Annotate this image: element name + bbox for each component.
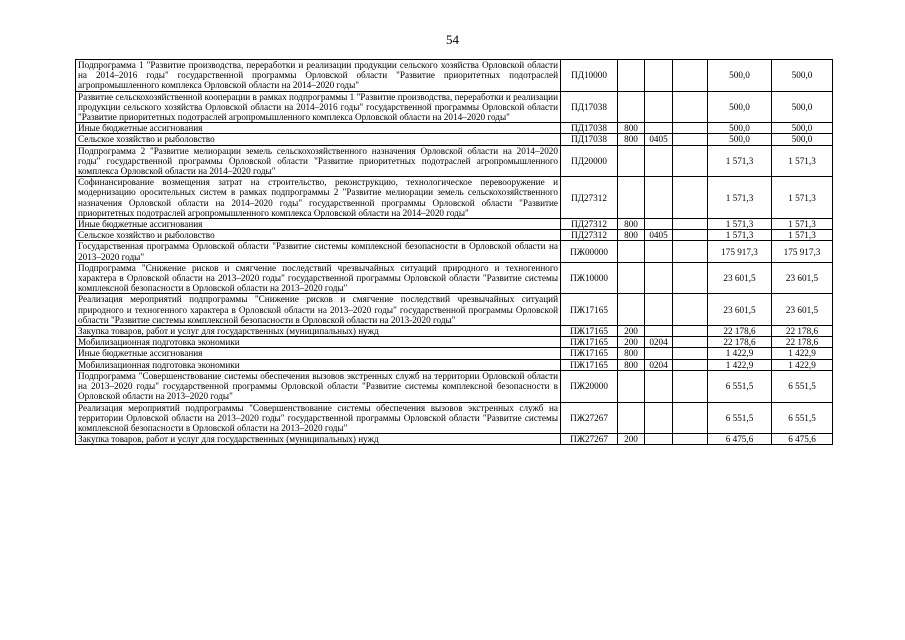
row-name-cell: Сельское хозяйство и рыболовство [76, 134, 561, 145]
row-section-cell [645, 262, 673, 294]
row-code-cell: ПД17038 [561, 91, 618, 123]
row-code-cell: ПЖ17165 [561, 359, 618, 370]
row-expense-type-cell: 800 [618, 359, 645, 370]
table-row [76, 359, 833, 370]
row-code-cell: ПЖ10000 [561, 262, 618, 294]
row-empty-cell [673, 177, 708, 219]
row-name-cell: Развитие сельскохозяйственной кооперации в рамках подпрограммы 1 "Развитие производства, переработки и реализации продукции сельского хозяйства Орловской области на 2014–2016 годы" государственной программы Орловской области "Развитие приоритетных подотраслей агропромышленного комплекса Орловской области на 2014–2020 годы" [76, 91, 561, 123]
row-empty-cell [673, 294, 708, 326]
row-empty-cell [673, 123, 708, 134]
row-amount-2-cell: 500,0 [772, 91, 833, 123]
table-row [76, 241, 833, 262]
row-amount-1-cell: 1 571,3 [708, 145, 772, 177]
row-empty-cell [673, 337, 708, 348]
row-amount-2-cell: 6 551,5 [772, 370, 833, 402]
table-row [76, 134, 833, 145]
row-amount-1-cell: 500,0 [708, 134, 772, 145]
budget-table [75, 59, 833, 445]
budget-table-body [76, 60, 833, 445]
row-amount-2-cell: 1 422,9 [772, 348, 833, 359]
row-section-cell [645, 60, 673, 92]
row-code-cell: ПЖ17165 [561, 294, 618, 326]
row-empty-cell [673, 262, 708, 294]
row-code-cell: ПД20000 [561, 145, 618, 177]
row-empty-cell [673, 241, 708, 262]
table-row [76, 262, 833, 294]
row-expense-type-cell [618, 370, 645, 402]
row-amount-2-cell: 23 601,5 [772, 294, 833, 326]
row-amount-1-cell: 500,0 [708, 123, 772, 134]
row-empty-cell [673, 326, 708, 337]
row-amount-2-cell: 22 178,6 [772, 326, 833, 337]
table-row [76, 219, 833, 230]
page-number: 54 [446, 32, 459, 47]
row-amount-1-cell: 23 601,5 [708, 294, 772, 326]
row-name-cell: Подпрограмма "Совершенствование системы обеспечения вызовов экстренных служб на территории Орловской области на 2013–2020 годы" государственной программы Орловской области "Развитие системы комплексной безопасности в Орловской области на 2013–2020 годы" [76, 370, 561, 402]
row-section-cell [645, 91, 673, 123]
row-expense-type-cell: 800 [618, 348, 645, 359]
row-amount-1-cell: 6 551,5 [708, 370, 772, 402]
row-amount-1-cell: 1 571,3 [708, 177, 772, 219]
row-expense-type-cell [618, 145, 645, 177]
row-section-cell [645, 348, 673, 359]
row-name-cell: Закупка товаров, работ и услуг для государственных (муниципальных) нужд [76, 326, 561, 337]
row-name-cell: Закупка товаров, работ и услуг для государственных (муниципальных) нужд [76, 434, 561, 445]
row-name-cell: Иные бюджетные ассигнования [76, 219, 561, 230]
table-row [76, 91, 833, 123]
table-row [76, 434, 833, 445]
row-section-cell [645, 241, 673, 262]
row-expense-type-cell: 800 [618, 134, 645, 145]
row-empty-cell [673, 370, 708, 402]
row-code-cell: ПД27312 [561, 219, 618, 230]
row-amount-2-cell: 175 917,3 [772, 241, 833, 262]
row-expense-type-cell [618, 177, 645, 219]
table-row [76, 177, 833, 219]
table-row [76, 230, 833, 241]
row-amount-2-cell: 1 571,3 [772, 219, 833, 230]
row-section-cell [645, 145, 673, 177]
row-section-cell [645, 177, 673, 219]
table-row [76, 145, 833, 177]
row-code-cell: ПЖ27267 [561, 434, 618, 445]
row-empty-cell [673, 230, 708, 241]
row-section-cell: 0204 [645, 337, 673, 348]
row-name-cell: Мобилизационная подготовка экономики [76, 359, 561, 370]
row-amount-2-cell: 6 475,6 [772, 434, 833, 445]
row-amount-1-cell: 500,0 [708, 60, 772, 92]
row-expense-type-cell [618, 262, 645, 294]
row-section-cell: 0405 [645, 230, 673, 241]
row-amount-2-cell: 500,0 [772, 134, 833, 145]
row-expense-type-cell [618, 60, 645, 92]
row-empty-cell [673, 91, 708, 123]
row-name-cell: Иные бюджетные ассигнования [76, 123, 561, 134]
row-empty-cell [673, 134, 708, 145]
row-expense-type-cell: 200 [618, 434, 645, 445]
row-code-cell: ПЖ00000 [561, 241, 618, 262]
row-amount-2-cell: 1 571,3 [772, 177, 833, 219]
row-name-cell: Подпрограмма 2 "Развитие мелиорации земель сельскохозяйственного назначения Орловской области на 2014–2020 годы" государственной программы Орловской области "Развитие приоритетных подотраслей агропромышленного комплекса Орловской области на 2014–2020 годы" [76, 145, 561, 177]
row-code-cell: ПЖ20000 [561, 370, 618, 402]
row-name-cell: Сельское хозяйство и рыболовство [76, 230, 561, 241]
row-expense-type-cell [618, 241, 645, 262]
row-amount-2-cell: 23 601,5 [772, 262, 833, 294]
row-code-cell: ПЖ17165 [561, 348, 618, 359]
row-code-cell: ПЖ17165 [561, 337, 618, 348]
row-code-cell: ПД17038 [561, 123, 618, 134]
row-amount-1-cell: 1 422,9 [708, 348, 772, 359]
row-empty-cell [673, 219, 708, 230]
row-expense-type-cell: 800 [618, 219, 645, 230]
row-name-cell: Мобилизационная подготовка экономики [76, 337, 561, 348]
table-row [76, 348, 833, 359]
row-code-cell: ПЖ27267 [561, 402, 618, 434]
row-section-cell [645, 123, 673, 134]
row-expense-type-cell [618, 402, 645, 434]
row-empty-cell [673, 348, 708, 359]
row-name-cell: Подпрограмма "Снижение рисков и смягчение последствий чрезвычайных ситуаций природного и техногенного характера в Орловской области на 2013–2020 годы" государственной программы Орловской области "Развитие системы комплексной безопасности в Орловской области на 2013–2020 годы" [76, 262, 561, 294]
row-name-cell: Софинансирование возмещения затрат на строительство, реконструкцию, технологическое перевооружение и модернизацию оросительных систем в рамках подпрограммы 2 "Развитие мелиорации земель сельскохозяйственного назначения Орловской области на 2014–2020 годы" государственной программы Орловской области "Развитие приоритетных подотраслей агропромышленного комплекса Орловской области на 2014–2020 годы" [76, 177, 561, 219]
row-section-cell [645, 219, 673, 230]
row-section-cell [645, 434, 673, 445]
row-code-cell: ПД10000 [561, 60, 618, 92]
table-row [76, 60, 833, 92]
row-name-cell: Иные бюджетные ассигнования [76, 348, 561, 359]
table-row [76, 123, 833, 134]
row-section-cell [645, 294, 673, 326]
row-amount-1-cell: 1 571,3 [708, 219, 772, 230]
row-section-cell [645, 370, 673, 402]
row-empty-cell [673, 145, 708, 177]
row-expense-type-cell: 200 [618, 337, 645, 348]
row-amount-1-cell: 500,0 [708, 91, 772, 123]
row-amount-1-cell: 6 475,6 [708, 434, 772, 445]
row-amount-1-cell: 22 178,6 [708, 337, 772, 348]
row-section-cell [645, 402, 673, 434]
row-amount-2-cell: 1 571,3 [772, 145, 833, 177]
table-row [76, 402, 833, 434]
row-empty-cell [673, 60, 708, 92]
table-row [76, 337, 833, 348]
row-expense-type-cell: 800 [618, 230, 645, 241]
row-code-cell: ПД17038 [561, 134, 618, 145]
row-empty-cell [673, 434, 708, 445]
row-amount-2-cell: 1 571,3 [772, 230, 833, 241]
row-amount-2-cell: 500,0 [772, 60, 833, 92]
row-expense-type-cell: 800 [618, 123, 645, 134]
row-empty-cell [673, 402, 708, 434]
row-amount-1-cell: 22 178,6 [708, 326, 772, 337]
row-name-cell: Подпрограмма 1 "Развитие производства, переработки и реализации продукции сельского хозяйства Орловской области на 2014–2016 годы" государственной программы Орловской области "Развитие приоритетных подотраслей агропромышленного комплекса Орловской области на 2014–2020 годы" [76, 60, 561, 92]
row-amount-2-cell: 6 551,5 [772, 402, 833, 434]
row-amount-1-cell: 6 551,5 [708, 402, 772, 434]
row-code-cell: ПД27312 [561, 230, 618, 241]
row-section-cell: 0204 [645, 359, 673, 370]
row-amount-1-cell: 1 571,3 [708, 230, 772, 241]
row-amount-1-cell: 23 601,5 [708, 262, 772, 294]
row-name-cell: Реализация мероприятий подпрограммы "Снижение рисков и смягчение последствий чрезвычайных ситуаций природного и техногенного характера в Орловской области на 2013–2020 годы" государственной программы Орловской области "Развитие системы комплексной безопасности в Орловской области на 2013-2020 годы" [76, 294, 561, 326]
row-section-cell: 0405 [645, 134, 673, 145]
row-name-cell: Реализация мероприятий подпрограммы "Совершенствование системы обеспечения вызовов экстренных служб на территории Орловской области на 2013–2020 годы" государственной программы Орловской области "Развитие системы комплексной безопасности в Орловской области на 2013–2020 годы" [76, 402, 561, 434]
row-expense-type-cell [618, 91, 645, 123]
row-amount-2-cell: 500,0 [772, 123, 833, 134]
row-expense-type-cell [618, 294, 645, 326]
table-row [76, 294, 833, 326]
row-amount-1-cell: 175 917,3 [708, 241, 772, 262]
row-amount-2-cell: 1 422,9 [772, 359, 833, 370]
table-row [76, 370, 833, 402]
row-expense-type-cell: 200 [618, 326, 645, 337]
table-row [76, 326, 833, 337]
row-amount-2-cell: 22 178,6 [772, 337, 833, 348]
row-code-cell: ПЖ17165 [561, 326, 618, 337]
row-amount-1-cell: 1 422,9 [708, 359, 772, 370]
row-name-cell: Государственная программа Орловской области "Развитие системы комплексной безопасности в Орловской области на 2013–2020 годы" [76, 241, 561, 262]
row-empty-cell [673, 359, 708, 370]
row-code-cell: ПД27312 [561, 177, 618, 219]
row-section-cell [645, 326, 673, 337]
